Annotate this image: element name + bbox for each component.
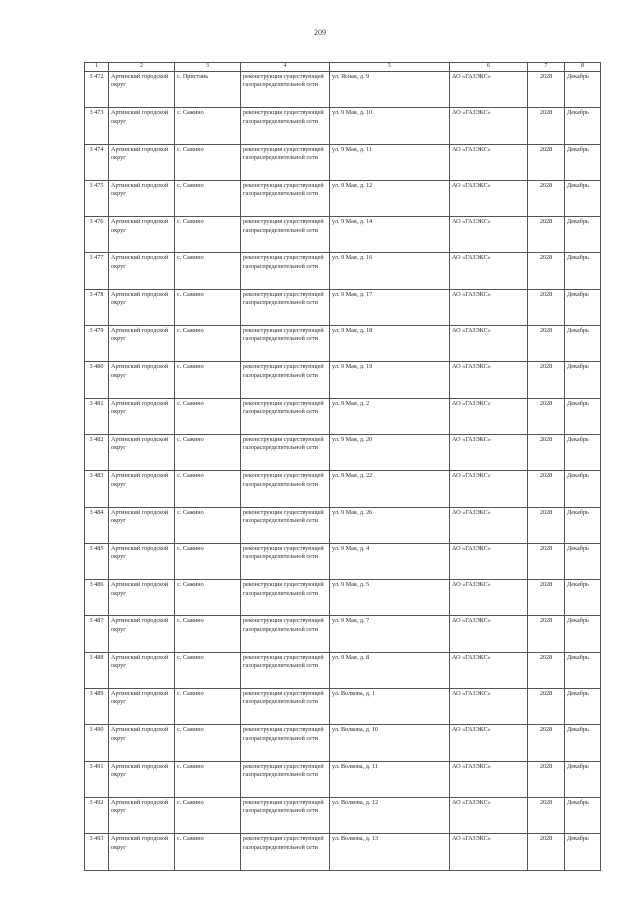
settlement-cell: с. Сажино bbox=[175, 471, 241, 507]
column-header: 4 bbox=[241, 63, 330, 72]
row-number: 3 475 bbox=[85, 180, 109, 216]
column-header: 8 bbox=[565, 63, 601, 72]
settlement-cell: с. Сажино bbox=[175, 398, 241, 434]
month-cell: Декабрь bbox=[565, 689, 601, 725]
organization-cell: АО «ГАЗЭКС» bbox=[450, 362, 528, 398]
row-number: 3 483 bbox=[85, 471, 109, 507]
month-cell: Декабрь bbox=[565, 180, 601, 216]
work-type-cell: реконструкция существующей газораспределительной сети bbox=[241, 398, 330, 434]
settlement-cell: с. Сажино bbox=[175, 761, 241, 797]
district-cell: Артинский городской округ bbox=[109, 652, 175, 688]
table-row bbox=[85, 108, 601, 144]
work-type-cell: реконструкция существующей газораспределительной сети bbox=[241, 725, 330, 761]
month-cell: Декабрь bbox=[565, 580, 601, 616]
year-cell: 2028 bbox=[528, 689, 565, 725]
address-cell: ул. 9 Мая, д. 4 bbox=[330, 543, 450, 579]
month-cell: Декабрь bbox=[565, 144, 601, 180]
table-row bbox=[85, 797, 601, 833]
settlement-cell: с. Сажино bbox=[175, 689, 241, 725]
year-cell: 2028 bbox=[528, 326, 565, 362]
year-cell: 2028 bbox=[528, 398, 565, 434]
month-cell: Декабрь bbox=[565, 398, 601, 434]
settlement-cell: с. Сажино bbox=[175, 253, 241, 289]
address-cell: ул. 9 Мая, д. 26 bbox=[330, 507, 450, 543]
address-cell: ул. 9 Мая, д. 18 bbox=[330, 326, 450, 362]
work-type-cell: реконструкция существующей газораспределительной сети bbox=[241, 580, 330, 616]
district-cell: Артинский городской округ bbox=[109, 507, 175, 543]
organization-cell: АО «ГАЗЭКС» bbox=[450, 217, 528, 253]
year-cell: 2028 bbox=[528, 144, 565, 180]
month-cell: Декабрь bbox=[565, 108, 601, 144]
organization-cell: АО «ГАЗЭКС» bbox=[450, 543, 528, 579]
year-cell: 2028 bbox=[528, 761, 565, 797]
year-cell: 2028 bbox=[528, 797, 565, 833]
work-type-cell: реконструкция существующей газораспределительной сети bbox=[241, 834, 330, 870]
table-row bbox=[85, 144, 601, 180]
settlement-cell: с. Сажино bbox=[175, 326, 241, 362]
column-header: 1 bbox=[85, 63, 109, 72]
organization-cell: АО «ГАЗЭКС» bbox=[450, 108, 528, 144]
address-cell: ул. 9 Мая, д. 19 bbox=[330, 362, 450, 398]
district-cell: Артинский городской округ bbox=[109, 326, 175, 362]
table-row bbox=[85, 253, 601, 289]
work-type-cell: реконструкция существующей газораспределительной сети bbox=[241, 217, 330, 253]
address-cell: ул. 9 Мая, д. 2 bbox=[330, 398, 450, 434]
organization-cell: АО «ГАЗЭКС» bbox=[450, 507, 528, 543]
district-cell: Артинский городской округ bbox=[109, 362, 175, 398]
month-cell: Декабрь bbox=[565, 652, 601, 688]
year-cell: 2028 bbox=[528, 434, 565, 470]
month-cell: Декабрь bbox=[565, 362, 601, 398]
settlement-cell: с. Сажино bbox=[175, 725, 241, 761]
organization-cell: АО «ГАЗЭКС» bbox=[450, 652, 528, 688]
district-cell: Артинский городской округ bbox=[109, 144, 175, 180]
district-cell: Артинский городской округ bbox=[109, 471, 175, 507]
work-type-cell: реконструкция существующей газораспределительной сети bbox=[241, 144, 330, 180]
table-row bbox=[85, 471, 601, 507]
organization-cell: АО «ГАЗЭКС» bbox=[450, 797, 528, 833]
district-cell: Артинский городской округ bbox=[109, 108, 175, 144]
year-cell: 2028 bbox=[528, 652, 565, 688]
work-type-cell: реконструкция существующей газораспределительной сети bbox=[241, 180, 330, 216]
month-cell: Декабрь bbox=[565, 543, 601, 579]
month-cell: Декабрь bbox=[565, 725, 601, 761]
work-type-cell: реконструкция существующей газораспределительной сети bbox=[241, 689, 330, 725]
address-cell: ул. 9 Мая, д. 10 bbox=[330, 108, 450, 144]
column-header: 2 bbox=[109, 63, 175, 72]
organization-cell: АО «ГАЗЭКС» bbox=[450, 471, 528, 507]
settlement-cell: с. Сажино bbox=[175, 434, 241, 470]
organization-cell: АО «ГАЗЭКС» bbox=[450, 398, 528, 434]
row-number: 3 492 bbox=[85, 797, 109, 833]
table-row bbox=[85, 761, 601, 797]
organization-cell: АО «ГАЗЭКС» bbox=[450, 761, 528, 797]
month-cell: Декабрь bbox=[565, 797, 601, 833]
address-cell: ул. Волкова, д. 13 bbox=[330, 834, 450, 870]
district-cell: Артинский городской округ bbox=[109, 217, 175, 253]
table-row bbox=[85, 217, 601, 253]
district-cell: Артинский городской округ bbox=[109, 72, 175, 108]
month-cell: Декабрь bbox=[565, 507, 601, 543]
table-row bbox=[85, 362, 601, 398]
address-cell: ул. 9 Мая, д. 20 bbox=[330, 434, 450, 470]
month-cell: Декабрь bbox=[565, 72, 601, 108]
row-number: 3 486 bbox=[85, 580, 109, 616]
row-number: 3 485 bbox=[85, 543, 109, 579]
address-cell: ул. 9 Мая, д. 14 bbox=[330, 217, 450, 253]
settlement-cell: с. Сажино bbox=[175, 180, 241, 216]
column-header: 3 bbox=[175, 63, 241, 72]
district-cell: Артинский городской округ bbox=[109, 398, 175, 434]
settlement-cell: с. Сажино bbox=[175, 108, 241, 144]
address-cell: ул. 9 Мая, д. 12 bbox=[330, 180, 450, 216]
row-number: 3 476 bbox=[85, 217, 109, 253]
work-type-cell: реконструкция существующей газораспределительной сети bbox=[241, 434, 330, 470]
row-number: 3 489 bbox=[85, 689, 109, 725]
work-type-cell: реконструкция существующей газораспределительной сети bbox=[241, 72, 330, 108]
organization-cell: АО «ГАЗЭКС» bbox=[450, 689, 528, 725]
settlement-cell: с. Сажино bbox=[175, 543, 241, 579]
work-type-cell: реконструкция существующей газораспределительной сети bbox=[241, 652, 330, 688]
row-number: 3 488 bbox=[85, 652, 109, 688]
table-row bbox=[85, 72, 601, 108]
row-number: 3 478 bbox=[85, 289, 109, 325]
year-cell: 2028 bbox=[528, 289, 565, 325]
year-cell: 2028 bbox=[528, 362, 565, 398]
table-row bbox=[85, 616, 601, 652]
work-type-cell: реконструкция существующей газораспределительной сети bbox=[241, 616, 330, 652]
settlement-cell: с. Сажино bbox=[175, 652, 241, 688]
month-cell: Декабрь bbox=[565, 616, 601, 652]
table-row bbox=[85, 580, 601, 616]
address-cell: ул. 9 Мая, д. 11 bbox=[330, 144, 450, 180]
work-type-cell: реконструкция существующей газораспределительной сети bbox=[241, 471, 330, 507]
settlement-cell: с. Сажино bbox=[175, 289, 241, 325]
row-number: 3 481 bbox=[85, 398, 109, 434]
registry-table bbox=[84, 62, 601, 871]
row-number: 3 480 bbox=[85, 362, 109, 398]
month-cell: Декабрь bbox=[565, 434, 601, 470]
table-row bbox=[85, 834, 601, 870]
organization-cell: АО «ГАЗЭКС» bbox=[450, 289, 528, 325]
month-cell: Декабрь bbox=[565, 761, 601, 797]
row-number: 3 493 bbox=[85, 834, 109, 870]
year-cell: 2028 bbox=[528, 253, 565, 289]
work-type-cell: реконструкция существующей газораспределительной сети bbox=[241, 253, 330, 289]
table-body bbox=[85, 72, 601, 871]
row-number: 3 491 bbox=[85, 761, 109, 797]
month-cell: Декабрь bbox=[565, 289, 601, 325]
organization-cell: АО «ГАЗЭКС» bbox=[450, 616, 528, 652]
address-cell: ул. Ясная, д. 9 bbox=[330, 72, 450, 108]
district-cell: Артинский городской округ bbox=[109, 834, 175, 870]
row-number: 3 487 bbox=[85, 616, 109, 652]
district-cell: Артинский городской округ bbox=[109, 543, 175, 579]
table-row bbox=[85, 289, 601, 325]
district-cell: Артинский городской округ bbox=[109, 180, 175, 216]
year-cell: 2028 bbox=[528, 507, 565, 543]
row-number: 3 473 bbox=[85, 108, 109, 144]
organization-cell: АО «ГАЗЭКС» bbox=[450, 180, 528, 216]
organization-cell: АО «ГАЗЭКС» bbox=[450, 725, 528, 761]
table-row bbox=[85, 543, 601, 579]
work-type-cell: реконструкция существующей газораспределительной сети bbox=[241, 543, 330, 579]
year-cell: 2028 bbox=[528, 580, 565, 616]
settlement-cell: с. Сажино bbox=[175, 507, 241, 543]
work-type-cell: реконструкция существующей газораспределительной сети bbox=[241, 326, 330, 362]
table-row bbox=[85, 434, 601, 470]
column-header: 7 bbox=[528, 63, 565, 72]
district-cell: Артинский городской округ bbox=[109, 580, 175, 616]
work-type-cell: реконструкция существующей газораспределительной сети bbox=[241, 761, 330, 797]
row-number: 3 490 bbox=[85, 725, 109, 761]
address-cell: ул. 9 Мая, д. 8 bbox=[330, 652, 450, 688]
address-cell: ул. Волкова, д. 1 bbox=[330, 689, 450, 725]
column-number-row bbox=[85, 63, 601, 72]
table-row bbox=[85, 326, 601, 362]
year-cell: 2028 bbox=[528, 72, 565, 108]
district-cell: Артинский городской округ bbox=[109, 253, 175, 289]
column-header: 5 bbox=[330, 63, 450, 72]
district-cell: Артинский городской округ bbox=[109, 616, 175, 652]
page-number: 209 bbox=[314, 28, 326, 37]
row-number: 3 474 bbox=[85, 144, 109, 180]
district-cell: Артинский городской округ bbox=[109, 797, 175, 833]
settlement-cell: с. Сажино bbox=[175, 616, 241, 652]
organization-cell: АО «ГАЗЭКС» bbox=[450, 434, 528, 470]
settlement-cell: с. Сажино bbox=[175, 217, 241, 253]
address-cell: ул. 9 Мая, д. 22 bbox=[330, 471, 450, 507]
year-cell: 2028 bbox=[528, 616, 565, 652]
work-type-cell: реконструкция существующей газораспределительной сети bbox=[241, 289, 330, 325]
settlement-cell: с. Сажино bbox=[175, 797, 241, 833]
year-cell: 2028 bbox=[528, 180, 565, 216]
address-cell: ул. 9 Мая, д. 17 bbox=[330, 289, 450, 325]
year-cell: 2028 bbox=[528, 543, 565, 579]
settlement-cell: с. Сажино bbox=[175, 834, 241, 870]
year-cell: 2028 bbox=[528, 471, 565, 507]
organization-cell: АО «ГАЗЭКС» bbox=[450, 72, 528, 108]
month-cell: Декабрь bbox=[565, 253, 601, 289]
organization-cell: АО «ГАЗЭКС» bbox=[450, 326, 528, 362]
organization-cell: АО «ГАЗЭКС» bbox=[450, 834, 528, 870]
settlement-cell: с. Сажино bbox=[175, 362, 241, 398]
month-cell: Декабрь bbox=[565, 217, 601, 253]
month-cell: Декабрь bbox=[565, 834, 601, 870]
year-cell: 2028 bbox=[528, 834, 565, 870]
year-cell: 2028 bbox=[528, 217, 565, 253]
address-cell: ул. Волкова, д. 10 bbox=[330, 725, 450, 761]
address-cell: ул. 9 Мая, д. 16 bbox=[330, 253, 450, 289]
work-type-cell: реконструкция существующей газораспределительной сети bbox=[241, 797, 330, 833]
organization-cell: АО «ГАЗЭКС» bbox=[450, 580, 528, 616]
settlement-cell: с. Сажино bbox=[175, 580, 241, 616]
address-cell: ул. Волкова, д. 12 bbox=[330, 797, 450, 833]
row-number: 3 477 bbox=[85, 253, 109, 289]
row-number: 3 482 bbox=[85, 434, 109, 470]
table-row bbox=[85, 180, 601, 216]
month-cell: Декабрь bbox=[565, 471, 601, 507]
district-cell: Артинский городской округ bbox=[109, 689, 175, 725]
table-row bbox=[85, 398, 601, 434]
month-cell: Декабрь bbox=[565, 326, 601, 362]
organization-cell: АО «ГАЗЭКС» bbox=[450, 253, 528, 289]
address-cell: ул. 9 Мая, д. 7 bbox=[330, 616, 450, 652]
row-number: 3 472 bbox=[85, 72, 109, 108]
year-cell: 2028 bbox=[528, 108, 565, 144]
district-cell: Артинский городской округ bbox=[109, 434, 175, 470]
work-type-cell: реконструкция существующей газораспределительной сети bbox=[241, 108, 330, 144]
settlement-cell: с. Пристань bbox=[175, 72, 241, 108]
row-number: 3 479 bbox=[85, 326, 109, 362]
column-header: 6 bbox=[450, 63, 528, 72]
table-row bbox=[85, 689, 601, 725]
settlement-cell: с. Сажино bbox=[175, 144, 241, 180]
district-cell: Артинский городской округ bbox=[109, 725, 175, 761]
address-cell: ул. 9 Мая, д. 5 bbox=[330, 580, 450, 616]
district-cell: Артинский городской округ bbox=[109, 289, 175, 325]
district-cell: Артинский городской округ bbox=[109, 761, 175, 797]
work-type-cell: реконструкция существующей газораспределительной сети bbox=[241, 362, 330, 398]
table-row bbox=[85, 652, 601, 688]
table-row bbox=[85, 725, 601, 761]
row-number: 3 484 bbox=[85, 507, 109, 543]
address-cell: ул. Волкова, д. 11 bbox=[330, 761, 450, 797]
table-row bbox=[85, 507, 601, 543]
organization-cell: АО «ГАЗЭКС» bbox=[450, 144, 528, 180]
work-type-cell: реконструкция существующей газораспределительной сети bbox=[241, 507, 330, 543]
year-cell: 2028 bbox=[528, 725, 565, 761]
